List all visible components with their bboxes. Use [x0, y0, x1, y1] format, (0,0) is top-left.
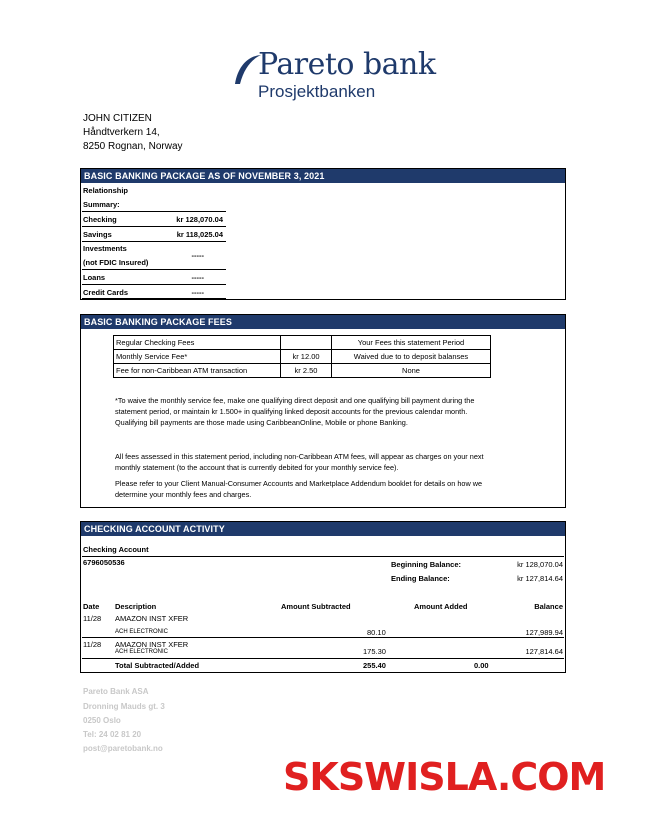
- transaction-type: ACH ELECTRONIC: [115, 649, 169, 655]
- column-header-added: Amount Added: [414, 602, 468, 611]
- column-header-balance: Balance: [534, 602, 563, 611]
- table-row: [114, 364, 491, 378]
- package-fees-header: BASIC BANKING PACKAGE FEES: [81, 315, 565, 329]
- footer-street: Dronning Mauds gt. 3: [83, 702, 165, 711]
- loans-value: -----: [191, 273, 204, 282]
- checking-activity-section: [80, 521, 566, 673]
- customer-name: JOHN CITIZEN: [83, 113, 152, 124]
- credit-cards-value: -----: [191, 288, 204, 297]
- fee-assessment-note: All fees assessed in this statement period, including non-Caribbean ATM fees, will appear as charges on your next monthly statement (to the account that is currently debited for your monthly service fee).: [115, 452, 484, 473]
- transaction-description: AMAZON INST XFER: [115, 614, 189, 623]
- footer-email: post@paretobank.no: [83, 744, 163, 753]
- column-header-subtracted: Amount Subtracted: [281, 602, 351, 611]
- divider: [82, 241, 226, 242]
- savings-balance: kr 118,025.04: [176, 230, 223, 239]
- divider: [82, 556, 564, 557]
- total-subtracted: 255.40: [363, 661, 386, 670]
- fee-status: Waived due to to deposit balanses: [332, 350, 491, 364]
- fee-amount: [281, 336, 332, 350]
- divider: [82, 658, 564, 659]
- footer-bank-name: Pareto Bank ASA: [83, 687, 149, 696]
- package-summary-header: BASIC BANKING PACKAGE AS OF NOVEMBER 3, 2021: [81, 169, 565, 183]
- transaction-subtracted: 175.30: [363, 647, 386, 656]
- fee-manual-note: Please refer to your Client Manual-Consumer Accounts and Marketplace Addendum booklet for details on how we determine your monthly fees and charges.: [115, 479, 483, 500]
- fee-status: Your Fees this statement Period: [332, 336, 491, 350]
- checking-balance: kr 128,070.04: [176, 215, 223, 224]
- summary-row-sublabel: (not FDIC Insured): [83, 258, 149, 267]
- watermark-text: SKSWISLA.COM: [283, 755, 606, 799]
- fee-amount: kr 2.50: [281, 364, 332, 378]
- table-row: [114, 350, 491, 364]
- bank-logo-tagline: Prosjektbanken: [258, 82, 376, 101]
- total-label: Total Subtracted/Added: [115, 661, 200, 670]
- transaction-balance: 127,814.64: [525, 647, 563, 656]
- summary-row-label: Investments: [83, 244, 127, 253]
- account-number: 6796050536: [83, 558, 125, 567]
- table-row: [114, 336, 491, 350]
- customer-street: Håndtverkern 14,: [83, 127, 160, 138]
- customer-city: 8250 Rognan, Norway: [83, 141, 183, 152]
- divider: [82, 226, 226, 227]
- summary-row-label: Savings: [83, 230, 112, 239]
- ending-balance-label: Ending Balance:: [391, 574, 450, 583]
- transaction-balance: 127,989.94: [525, 628, 563, 637]
- fee-name: Monthly Service Fee*: [114, 350, 281, 364]
- summary-row-label: Credit Cards: [83, 288, 129, 297]
- fee-name: Regular Checking Fees: [114, 336, 281, 350]
- ending-balance-value: kr 127,814.64: [517, 574, 563, 583]
- transaction-subtracted: 80.10: [367, 628, 386, 637]
- package-fees-section: [80, 314, 566, 508]
- divider: [82, 284, 226, 285]
- transaction-description: AMAZON INST XFER: [115, 640, 189, 649]
- divider: [82, 269, 226, 270]
- summary-row-label: Checking: [83, 215, 117, 224]
- fee-status: None: [332, 364, 491, 378]
- transaction-type: ACH ELECTRONIC: [115, 629, 169, 635]
- divider: [82, 211, 226, 212]
- summary-label: Summary:: [83, 200, 120, 209]
- total-added: 0.00: [474, 661, 489, 670]
- column-header-description: Description: [115, 602, 157, 611]
- divider: [82, 298, 226, 299]
- footer-phone: Tel: 24 02 81 20: [83, 730, 142, 739]
- package-summary-section: [80, 168, 566, 300]
- transaction-date: 11/28: [83, 614, 102, 623]
- summary-row-label: Loans: [83, 273, 106, 282]
- fee-name: Fee for non-Caribbean ATM transaction: [114, 364, 281, 378]
- column-header-date: Date: [83, 602, 100, 611]
- investments-value: -----: [191, 251, 204, 260]
- divider: [82, 637, 564, 638]
- fee-amount: kr 12.00: [281, 350, 332, 364]
- fees-table: [113, 335, 491, 378]
- transaction-date: 11/28: [83, 640, 102, 649]
- checking-activity-header: CHECKING ACCOUNT ACTIVITY: [81, 522, 565, 536]
- fee-waiver-note: *To waive the monthly service fee, make one qualifying direct deposit and one qualifying bill payment during the statement period, or maintain kr 1.500+ in qualifying linked deposit accounts for the previous calendar month. Qualifying bill payments are those made using CaribbeanOnline, Mobile or phone Banking.: [115, 396, 475, 428]
- beginning-balance-label: Beginning Balance:: [391, 560, 462, 569]
- footer-city: 0250 Oslo: [83, 716, 121, 725]
- summary-label: Relationship: [83, 186, 129, 195]
- bank-logo-name: Pareto bank: [258, 47, 436, 82]
- beginning-balance-value: kr 128,070.04: [517, 560, 563, 569]
- account-label: Checking Account: [83, 545, 149, 554]
